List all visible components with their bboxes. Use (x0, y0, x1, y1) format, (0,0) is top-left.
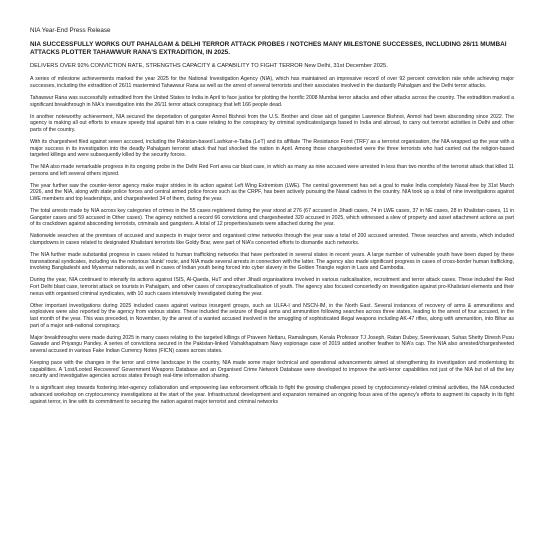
paragraph-human-trafficking: The NIA further made substantial progress in cases related to human trafficking networks that have perforated in several states in recent years. A large number of vulnerable youth have been duped by these transnational syndicates, including via the notorious 'dunki' route, and NIA made several arrests in connection with the latter. The agency also made significant progress in cases of cross-border human trafficking, involving Bangladeshi and Myanmar nationals, as well in cases of Indian youth being forced into cyber slavery in the Golden Triangle region in Laos and Cambodia. (30, 251, 514, 272)
paragraph-intro: A series of milestone achievements marked the year 2025 for the National Investigation Agency (NIA), which has maintained an impressive record of over 92 percent conviction rate while achieving major successes, including the extradition of 26/11 mastermind Tahawwur Rana as well as the arrest of several terrorists and their associates involved in the dastardly Pahalgam and the Delhi terror attacks. (30, 76, 514, 90)
paragraph-pahalgam: With its chargesheet filed against seven accused, including the Pakistan-based Lashkar-e-Taiba (LeT) and its affiliate 'The Resistance Front (TRF)' as a terrorist organisation, the NIA wrapped up the year with a major success in its investigation into the deadly Pahalgam terrorist attack that had shocked the nation in April. Among those chargesheeted were the three terrorists who had carried out the religion-based targeted killings and were subsequently killed by the security forces. (30, 138, 514, 159)
paragraph-red-fort-blast: The NIA also made remarkable progress in its ongoing probe in the Delhi Red Fort area car blast case, in which as many as nine accused were arrested in less than two months of the terrorist attack that killed 11 persons and left several others injured. (30, 164, 514, 177)
paragraph-targeted-killings: Major breakthroughs were made during 2025 in many cases relating to the targeted killings of Praveen Nettaru, Ramalingam, Kerala Professor TJ Joseph, Ratan Dubey, Sreenivasan, Suhas Shetty Dinesh Pusu Gawade and Priyangu Pandey. A series of convictions secured in the Pakistan-linked Vishakhapatnam Navy espionage case of 2019 added another feather to NIA's cap. The NIA also arrested/chargesheeted several accused in various Fake Indian Currency Notes (FICN) cases across states. (30, 334, 514, 354)
paragraph-tahawwur-rana: Tahawwur Rana was successfully extradited from the United States to India in April to face justice for plotting the horrific 2008 Mumbai terror attacks and other attacks across the country. The extradition marked a significant breakthrough in NIA's investigation into the 26/11 terror attack conspiracy that left 166 people dead. (30, 95, 514, 108)
subheadline: DELIVERS OVER 92% CONVICTION RATE, STRENGTHS CAPACITY & CAPABILITY TO FIGHT TERROR New Delhi, 31st December 2025. (30, 63, 388, 69)
paragraph-anmol-bishnoi: In another noteworthy achievement, NIA secured the deportation of gangster Anmol Bishnoi from the U.S. Brother and close aid of gangster Lawrence Bishnoi, Anmol had been absconding since 2022. The agency is making all out efforts to ensure speedy trial against him in a case relating to the conspiracy by criminal syndicates/gangs based in India and abroad, to carry out terrorist activities in Delhi and other parts of the country. (30, 113, 514, 133)
paragraph-insurgent-groups: Other important investigations during 2025 included cases against various insurgent groups, such as ULFA-I and NSCN-IM, in the North East. Several instances of recovery of arms & ammunitions and explosives were also reported by the agency from various states. These included the seizure of illegal arms and ammunition following searches across three states, leading to the arrest of four accused, in the last month of the year. This was preceded, in November, by the arrest of a wanted accused involved in the smuggling of sophisticated illegal weapons including AK-47 rifles, along with ammunition, into Bihar as part of a major anti-national conspiracy. (30, 302, 514, 329)
paragraph-lwe: The year further saw the counter-terror agency make major strides in its action against Left Wing Extremism (LWE). The central government has set a goal to make India completely Naxal-free by 31st March 2026, and the NIA, along with state police forces and central armed police forces such as the CRPF, has been actively pursuing the Naxal cadres in the country. NIA took up a total of nine investigations against LWE members and top leaderships, and chargesheeted 34 of them, during the year. (30, 182, 514, 203)
paragraph-nationwide-searches: Nationwide searches at the premises of accused and suspects in major terror and organised crime networks through the year saw a total of 200 accused arrested. These searches and arrests, which included clampdowns in cases related to designated Khalistani terrorists like Goldy Brar, were part of NIA's concerted efforts to dismantle such networks. (30, 233, 514, 247)
headline: NIA SUCCESSFULLY WORKS OUT PAHALGAM & DELHI TERROR ATTACK PROBES / NOTCHES MANY MILESTONE SUCCESSES, INCLUDING 26/11 MUMBAI ATTACKS PLOTTER TAHAWWUR RANA'S EXTRADITION, IN 2025. (30, 41, 507, 56)
paragraph-arrest-totals: The total arrests made by NIA across key categories of crimes in the 55 cases registered during the year stood at 276 (67 accused in Jihadi cases, 74 in LWE cases, 37 in NE cases, 28 in Khalistan cases, 11 in Gangster cases and 59 accused in Other cases). The agency notched a record 66 convictions and chargesheeted 320 accused in 2025, which witnessed a slew of property and asset attachment actions as part of its crackdown against absconding terrorists, criminals and gangsters. A total of 12 properties/assets were attached during the year. (30, 208, 514, 228)
document-label: NIA Year-End Press Release (30, 27, 111, 34)
paragraph-jihadi-organisations: During the year, NIA continued to intensify its actions against ISIS, Al-Qaeda, HuT and other Jihadi organisations involved in various radicalisation, recruitment and terror attack cases. These included the Red Fort Delhi blast case, terrorist attack on tourists in Pahalgam, and other cases of conspiracy/radicalisation of youth. The agency also focused concertedly on investigation against pro-Khalistani elements and their nexus with organised criminal syndicates, with 10 such cases intensively investigated during the year. (30, 277, 514, 297)
paragraph-cryptocurrency: In a significant step towards fostering inter-agency collaboration and empowering law enforcement officials to fight the growing challenges posed by cryptocurrency-related criminal activities, the NIA conducted advanced workshop on cryptocurrency investigations at the start of the year. Infrastructural development and expansion remained an ongoing focus area of the agency's efforts to augment its capacity in its fight against terror, in line with its commitment to securing the nation against major terrorist and criminal networks (30, 385, 514, 405)
paragraph-technical-advancements: Keeping pace with the changes in the terror and crime landscape in the country, NIA made some major technical and operational advancements aimed at strengthening its investigation and modernising its capabilities. A 'Lost/Looted Recovered' Government Weapons Database and an Organised Crime Network Database were developed to improve the anti-terror capabilities not just of the NIA but of all the key security and investigative agencies across states through real-time information sharing. (30, 359, 514, 380)
